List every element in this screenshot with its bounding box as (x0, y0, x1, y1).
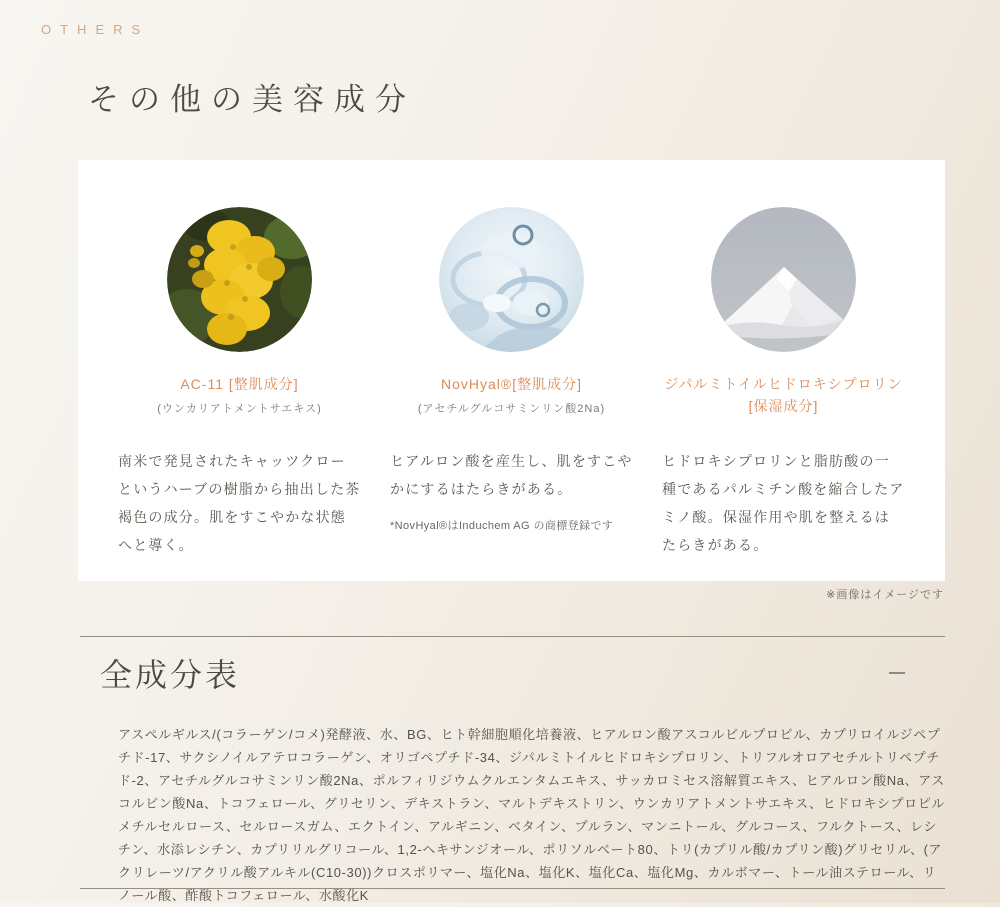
ingredient-heading (390, 373, 633, 435)
full-ingredients-list: アスペルギルス/(コラーゲン/コメ)発酵液、水、BG、ヒト幹細胞順化培養液、ヒアルロン酸アスコルビルプロピル、カプリロイルジペプチド-17、サクシノイルアテロコラーゲン、オリゴペプチド-34、ジパルミトイルヒドロキシプロリン、トリフルオロアセチルトリペプチド-2、アセチルグルコサミンリン酸2Na、ポルフィリジウムクルエンタムエキス、サッカロミセス溶解質エキス、ヒアルロン酸Na、アスコルビン酸Na、トコフェロール、グリセリン、デキストラン、マルトデキストリン、ウンカリアトメントサエキス、ヒドロキシプロピルメチルセルロース、セルロースガム、エクトイン、アルギニン、ベタイン、プルラン、マンニトール、グルコース、フルクトース、レシチン、水添レシチン、カプリリルグリコール、1,2-ヘキサンジオール、ポリソルベート80、トリ(カプリル酸/カプリン酸)グリセリル、(アクリレーツ/アクリル酸アルキル(C10-30))クロスポリマー、塩化Na、塩化K、塩化Ca、塩化Mg、カルボマー、トール油ステロール、リノール酸、酢酸トコフェロール、水酸化K (118, 727, 945, 903)
white-powder-image (711, 207, 856, 352)
ingredient-description: ヒドロキシプロリンと脂肪酸の一種であるパルミチン酸を縮合したアミノ酸。保湿作用や肌を整えるはたらきがある。 (662, 453, 905, 553)
ingredient-description: 南米で発見されたキャッツクローというハーブの樹脂から抽出した茶褐色の成分。肌をすこやかな状態へと導く。 (118, 453, 361, 553)
ingredient-heading (118, 373, 361, 435)
ingredient-subtitle: (アセチルグルコサミンリン酸2Na) (417, 403, 606, 416)
full-ingredients-accordion (80, 636, 945, 903)
ingredient-title: AC-11 [整肌成分] (180, 376, 299, 392)
page-title: その他の美容成分 (88, 82, 416, 117)
ingredient-column-proline (662, 207, 905, 581)
water-icon (439, 207, 584, 352)
ingredients-card (78, 160, 945, 581)
ingredient-heading (662, 373, 905, 435)
full-ingredients-accordion-toggle[interactable] (80, 637, 945, 696)
full-ingredients-heading: 全成分表 (100, 657, 241, 693)
collapse-minus-icon[interactable] (889, 672, 905, 674)
ingredient-title: NovHyal®[整肌成分] (441, 376, 582, 392)
water-droplet-image (439, 207, 584, 352)
trademark-footnote: *NovHyal®はInduchem AG の商標登録です (390, 520, 614, 532)
ingredient-title: ジパルミトイルヒドロキシプロリン[保湿成分] (664, 376, 903, 415)
image-disclaimer-note: ※画像はイメージです (826, 589, 944, 601)
section-eyebrow: OTHERS (41, 22, 150, 37)
ingredient-column-ac11 (118, 207, 361, 581)
ingredient-column-novhyal (390, 207, 633, 581)
cats-claw-flower-image (167, 207, 312, 352)
yellow-flowers-icon (167, 207, 312, 352)
ingredient-description: ヒアルロン酸を産生し、肌をすこやかにするはたらきがある。 (390, 453, 633, 497)
ingredient-subtitle: (ウンカリアトメントサエキス) (157, 403, 322, 416)
powder-icon (711, 207, 856, 352)
